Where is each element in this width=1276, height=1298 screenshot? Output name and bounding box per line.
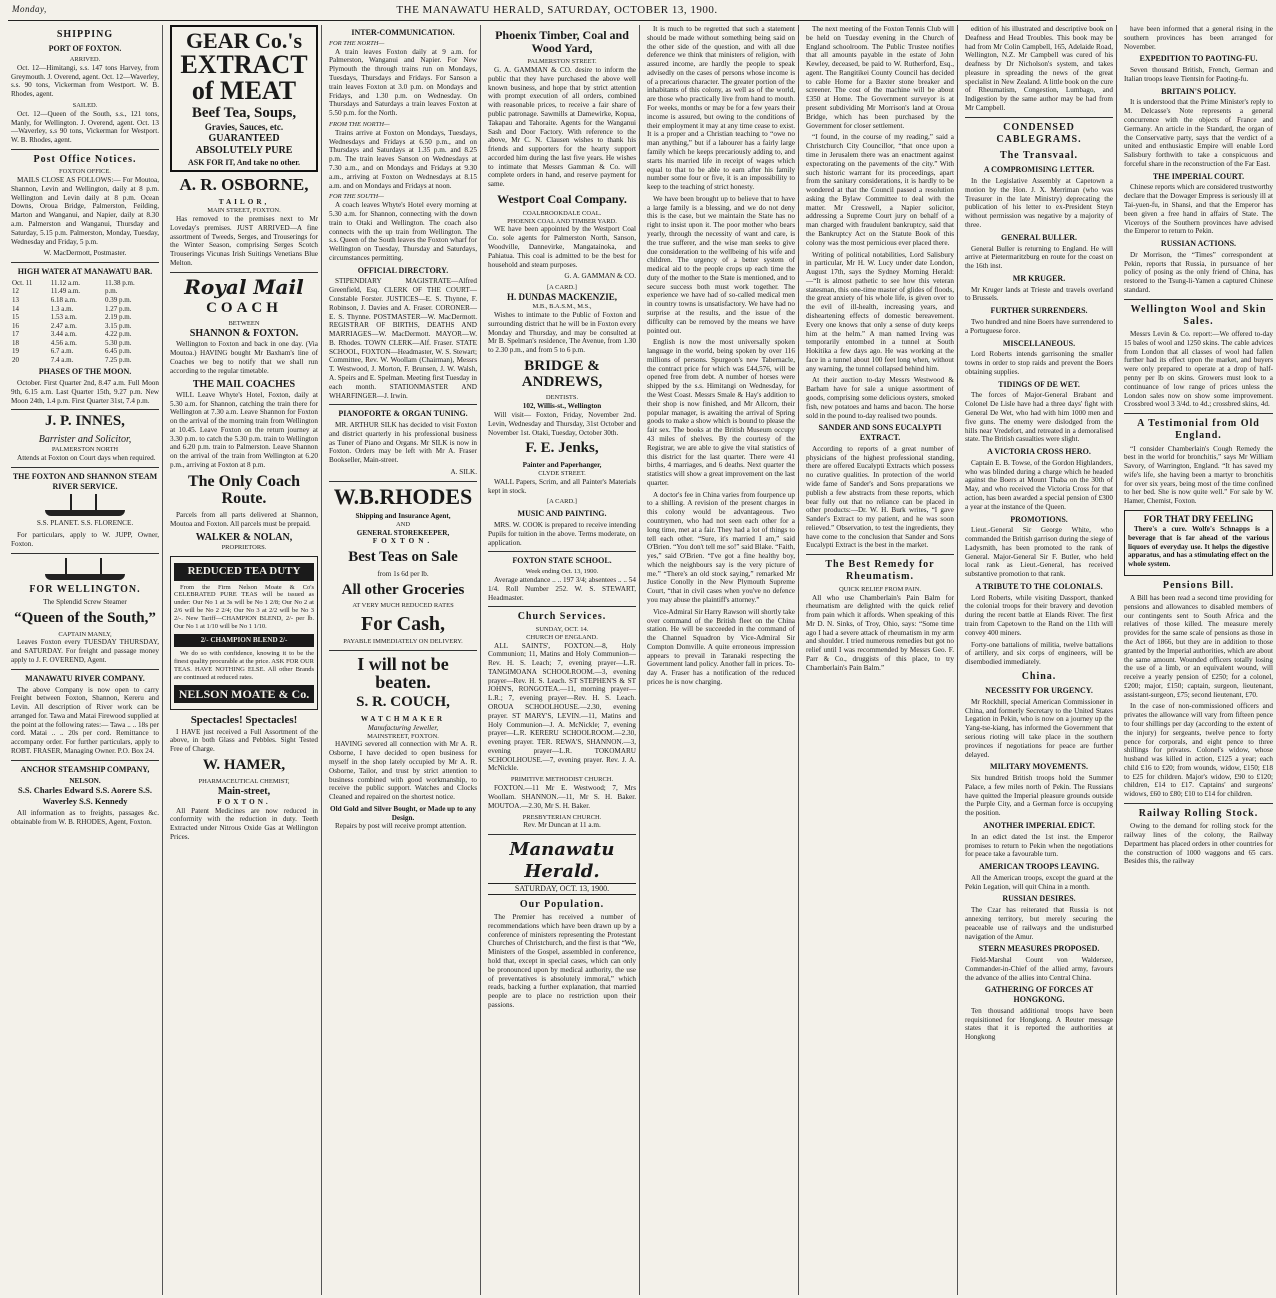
urgency-heading: NECESSITY FOR URGENCY. [985,686,1093,696]
gear-ask: ASK FOR IT, And take no other. [187,157,301,167]
vc-text: Captain E. B. Towse, of the Gordon Highlanders, who was blinded during a charge which he headed against the Boers at Mount Thaba on the 30th of May, and who received the Victoria Cross for that action, has been awarded a special pension of £300 a year at the instance of the Queen. [965,458,1113,511]
masthead [8,4,1106,21]
russian-text: The Czar has reiterated that Russia is not annexing territory, but merely securing the peaceable use of railways and the undisturbed navigation of the Amur. [965,906,1113,941]
bridge-heading: BRIDGE & ANDREWS, [521,357,603,390]
westport-heading: Westport Coal Company. [497,192,627,207]
wool-text: Messrs Levin & Co. report:—We offered to-day 15 bales of wool and 1250 skins. The cable advices from London that all classes of wool had fallen further had its effect upon the market, and buyers were only prepared to operate at a drop of half-penny per lb on skins. Growers must look to a continuance of low range of prices unless the London sales now on show some improvement. Crossbred wool 3 3/4d. to 4d.; crossbred skins, 4d. [1124,330,1273,409]
jenks-name: F. E. Jenks, [525,440,599,457]
proprietors: PROPRIETORS. [221,544,267,552]
gear-extract-ad [170,25,318,172]
newspaper-title: THE MANAWATU HERALD, SATURDAY, OCTOBER 13, 1900. [396,4,718,16]
tide-cell: p.m. [105,287,118,296]
american-text: All the American troops, except the guard at the Pekin Legation, will quit China in a month. [965,873,1113,891]
presbyterian-text: Rev. Mr Duncan at 11 a.m. [523,821,601,830]
tide-cell: 11.38 p.m. [105,278,135,287]
shannon-text: Wellington to Foxton and back in one day. (Via Moutoa.) HAVING bought Mr Baxham's line of Coaches we beg to notify that we shall run according to the regular timetable. [170,340,318,375]
tide-cell: 5.30 p.m. [105,338,132,347]
divider [1124,413,1273,414]
tide-cell: 14 [12,304,19,313]
official-text: STIPENDIARY MAGISTRATE—Alfred Greenfield, Esq. CLERK OF THE COURT—Constable Forster. JUSTICES—E. S. Thynne, F. Robinson, J. Davies and A. Fraser. CORONER—E. S. Thynne. POSTMASTER—W. MacDermott. REGISTRAR OF BIRTHS, DEATHS AND MARRIAGES—W. MacDermott. MAYOR—W. B. Rhodes. TOWN CLERK—Alf. Fraser. STATE SCHOOL, FOXTON—Headmaster, W. S. Stewart; Committee, Rev. W. Woollam (Chairman), Messrs T. Westwood, J. Morton, F. Brunsen, J. W. Walsh, A. Speirs and E. Spelman. Meeting first Tuesday in each month. STATIONMASTER AND WHARFINGER—J. Irwin. [329,277,477,400]
divider [11,760,159,761]
tide-row [11,347,159,356]
teas-price: from 1s 6d per lb. [377,569,429,578]
sander-heading: SANDER AND SONS EUCALYPTI EXTRACT. [818,423,942,443]
military-heading: MILITARY MOVEMENTS. [990,762,1088,772]
church-heading: Church Services. [517,611,607,623]
tide-cell: 6.18 a.m. [50,295,77,304]
column-3 [326,25,481,1295]
surrenders-text: Two hundred and nine Boers have surrendered to a Portuguese force. [965,317,1113,335]
herald-date: SATURDAY, OCT. 13, 1900. [488,883,636,895]
shannon-foxton: SHANNON & FOXTON. [189,328,299,340]
not-beaten: I will not be beaten. [357,654,449,693]
queen-of-south: “Queen of the South,” [14,609,156,626]
tide-row [11,313,159,322]
arrived-label: ARRIVED. [69,55,101,63]
anchor-ships: S.S. Charles Edward S.S. Aorere S.S. Waverley S.S. Kennedy [17,785,153,806]
railway-text: Owing to the demand for rolling stock for the railway lines of the colony, the Railway Department has placed orders in other countries for the construction of 1000 waggons and 65 cars. Besides this, the railway [1124,822,1273,866]
divider [11,262,159,263]
article-text: have been informed that a general rising in the southern provinces has been arranged for November. [1124,25,1273,51]
nelson-moate-logo: NELSON MOATE & Co. [174,685,314,704]
card-label: [A CARD.] [547,284,577,292]
tide-heading: HIGH WATER AT MANAWATU BAR. [17,267,153,277]
testimonial-text: “I consider Chamberlain's Cough Remedy the best in the world for bronchitis,” says Mr William Savory, of Warrington, England. “It has saved my wife's life, she having been a martyr to bronchitis for over six years, being most of the time confined to her bed. She is now quite well.” For sale by W. Hamer, Chemist, Foxton. [1124,444,1273,506]
forty-text: Forty-one battalions of militia, twelve battalions of artillery, and six corps of engineers, will be disembodied immediately. [965,640,1113,667]
article-text: English is now the most universally spoken language in the world, being spoken by over 116 millions of persons. Spurgeon's new Tabernacle, the contract price for which was £44,576, will be opened free from debt. A number of horses were shipped by the s.s. Himitangi on Wednesday, for the West Coast. Messrs Smale & Hay's addition to their shop is now finished, and Mr Allcorn, their popular manager, is awaiting the arrival of Spring goods to make a show which is bound to please the fair sex. The books at the British Museum occupy 43 miles of shelves. By the courtesy of the Registrar, we are able to give the vital statistics of this district for the last quarter. There were 41 births, 4 marriages, and 6 deaths. Next quarter the statistics will show a great improvement on the last quarter. [647,338,795,487]
reduced-tea: REDUCED TEA DUTY [174,563,314,580]
article-text: The next meeting of the Foxton Tennis Club will be held on Tuesday evening in the Church of England schoolroom. The Public Trustee notifies that all amounts payable in the estate of John Kewley, deceased, be paid to W. Rutherford, Esq., agent. The Rangitikei County Council has decided to cable Home for a Baxter stone breaker and screener. The cost of the machine will be about £350 at Home. The Government surveyor is at present subdividing Mr Morrison's land at Oroua Bridge, which has been purchased by the Government for closer settlement. [806,25,954,130]
hamer-name: W. HAMER, [202,756,286,773]
manufacturing: Manufacturing Jeweller, [367,723,439,732]
post-office-sub: FOXTON OFFICE. [59,168,111,176]
innes-title: Barrister and Solicitor, [38,434,132,446]
steam-heading: THE FOXTON AND SHANNON STEAM RIVER SERVICE. [12,471,158,491]
anchor-heading: ANCHOR STEAMSHIP COMPANY, [20,764,150,774]
tide-cell: 6.45 p.m. [105,347,132,356]
tide-cell: 16 [12,321,19,330]
school-week: Week ending Oct. 13, 1900. [525,568,599,576]
tide-cell: 4.22 p.m. [105,330,132,339]
walker-nolan: WALKER & NOLAN, [195,531,293,543]
remedy-text: All who use Chamberlain's Pain Balm for rheumatism are delighted with the quick relief from pain which it affords. When speaking of this Mr D. N. Sinks, of Troy, Ohio, says: “Some time ago I had a severe attack of rheumatism in my arm and shoulder. I tried numerous remedies but got no relief until I was recommended by Messrs Geo. F. Parr & Co., druggists of this place, to try Chamberlain's Pain Balm.” [806,593,954,672]
south-text: A coach leaves Whyte's Hotel every morning at 5.30 a.m. for Shannon, connecting with the down train to Otaki and Wellington. The coach also connects with the up train from Wellington. The s.s. Queen of the South leaves the Foxton wharf for Wellington on Tuesday, Thursday and Saturdays, circumstances permitting. [329,201,477,262]
bridge-address: 102, Willis-st., Wellington [522,402,602,411]
sailed-text: Oct. 12—Queen of the South, s.s., 121 tons, Manly, for Wellington. J. Overend, agent. Oct. 13—Waverley, s.s 90 tons, Vickerman for Westport. W. B. Rhodes, agent. [11,109,159,145]
moon-text: October. First Quarter 2nd, 8.47 a.m. Full Moon 9th, 6.15 a.m. Last Quarter 15th, 9.27 p.m. New Moon 24th, 1.4 p.m. First Quarter 31st, 7.4 p.m. [11,378,159,405]
divider [806,554,954,555]
testimonial-heading: A Testimonial from Old England. [1137,418,1260,442]
tide-cell: 11.49 a.m. [50,287,81,296]
tide-row [11,322,159,331]
all-other: All other Groceries [341,581,465,598]
gear-product: EXTRACT of MEAT [180,50,308,105]
divider [11,149,159,150]
innes-text: Attends at Foxton on Court days when required. [17,454,156,463]
remedy-sub: QUICK RELIEF FROM PAIN. [838,585,922,593]
russian-actions-text: Dr Morrison, the “Times” correspondent at Pekin, reports that Russia, in pursuance of her policy of posing as the only friend of China, has restored to the Tsung-li-Yamen a captured Chinese standard. [1124,250,1273,294]
military-text: Six hundred British troops hold the Summer Palace, a few miles north of Pekin. The Russians have quitted the Imperial pleasure grounds outside the Purple City, and a German force is occupying the position. [965,774,1113,818]
tide-cell: 17 [12,330,19,339]
divider [11,553,159,554]
mails-text: MAILS CLOSE AS FOLLOWS:— For Moutoa, Shannon, Levin and Wellington, daily at 8 p.m. Wellington and Levin daily at 8 p.m. Ocean Downs, Oroua Bridge, Palmerston, Feilding, Marton and Wanganui, and Napier, daily at 8.30 a.m. Palmerston and Wanganui, Thursday and Saturday, 5.15 p.m. Palmerston, Monday, Tuesday, Wednesday and Friday, 5 p.m. [11,176,159,246]
arrived-text: Oct. 12—Himitangi, s.s. 147 tons Harvey, from Greymouth. J. Overend, agent. Oct. 12—Waverley, s.s. 90 tons, Vickerman from Westport. W. B. Rhodes, agent. [11,63,159,99]
transvaal-heading: The Transvaal. [999,150,1079,162]
article-text: We have been brought up to believe that to have a large family is a blessing, and we do not deny this is the case, but we maintain the State has no right to insist upon it. The poor mother who bears yearly, through the necessity of want and care, is the true sufferer, and the wise man seeks to give due consideration to the wellbeing of his wife and children. The urgency of a better system of medical aid to the people crops up each time the duty of the mother to the State is mentioned, and to secure success both must work together. The experience we have had of so-called medical men in country towns is unsatisfactory. We have had no surprise at the results, and the issue of the difficulty can be removed by the means we have pointed out. [647,194,795,335]
church-text: ALL SAINTS', FOXTON.—8, Holy Communion; 11, Matins and Holy Communion—Rev. H. S. Leach; 7, evening prayer—L.R. TANGIMOANA SCHOOLROOM.—3, evening prayer—Rev. H. S. Leach. ST STEPHEN'S & ST JOHN'S, RONGOTEA.—11, morning prayer—L.R.; 7, evening prayer—Rev. H. S. Leach. OROUA SCHOOLHOUSE.—2.30, evening prayer. ST MARY'S, LEVIN.—11, Matins and Holy Communion—J. A. McNickle; 7, evening prayer—L.R. KERERU SCHOOLROOM.—2.30, evening prayer. TER. REWA'S, SHANNON.—3, evening prayer—L.R. TOKOMARU SCHOOLHOUSE.—7, evening prayer. Rev. J. A. McNickle. [488,641,636,773]
phoenix-heading: Phoenix Timber, Coal and Wood Yard, [495,28,629,55]
queen-text: Leaves Foxton every TUESDAY THURSDAY, and SATURDAY. For freight and passage money apply to J. F. OVEREND, Agent. [11,638,159,665]
sander-text: According to reports of a great number of physicians of the highest professional standing, there are offered Eucalypti Extracts which possess no curative qualities. In protection of the world wide fame of Sander's and Sons preparations we publish a few abstracts from these reports, which bear fully out that no reliance can be placed in other products:—Dr. W. H. Burk writes, “I gave Sander's Extract to my patient, and he was soon relieved.” Observation, to test the ingredients, they have come to the conclusion that Sander and Sons Eucalypti Extract is the best in the market. [806,444,954,550]
watchmaker: WATCHMAKER [360,714,446,723]
china-heading: China. [1021,670,1057,682]
divider [1124,299,1273,300]
article-text: It is much to be regretted that such a statement should be made without something being said on the other side of the question, and with all due deference we think that ministers of religion, with assured income, are hardly the people to speak advisedly on the cases of persons whose income is of a precarious character. The greater portion of the inhabitants of this colony, as well as of the world, are those who practically live from hand to mouth. For weeks, months or may be for a few years their income is assured, but owing to the conditions of their employment it may at any time cease to exist. It is a proper and a Christian teaching to “owe no man anything,” but if a labourer has a fairly large family which he keeps precariously adding to, and starts his married life in receipt of wages which equal to that to be able to earn after his family number some four or five, it is an impossibility to keep to the teaching of strict honesty. [647,25,795,192]
silk-signature: A. SILK. [450,468,477,477]
gear-gravies: Gravies, Sauces, etc. [204,122,284,133]
article-text: Writing of political notabilities, Lord Salisbury in particular, Mr H. W. Lucy under date London, August 17th, says the Sydney Morning Herald:—“It is almost pathetic to see how this veteran statesman, this one-time master of glides of floods, the great anxiety of his whole life, is given over to the evil of ill-health, increasing years, and disheartening effects of domestic bereavement. Every one knows that only a sense of duty keeps him at the helm.” A man named Irving was temporarily entombed in a tunnel at South Hokitika a few days ago. He was working at the face in a tunnel about 100 feet long when, without any warning, the tunnel collapsed behind him. [806,250,954,373]
jenks-street: CLYDE STREET. [538,469,586,477]
population-text: The Premier has received a number of recommendations which have been drawn up by a conference of ministers representing the Protestant Churches of Christchurch, and the first is that “We, Ministers of the Gospel, assembled in conference, hold that, except in special cases, which can only be pronounced upon by medical authority, the use of preventatives is absolutely immoral,” which reads, backing a further explanation, that married people are to place no restriction upon their passions. [488,913,636,1009]
american-heading: AMERICAN TROOPS LEAVING. [979,862,1099,872]
music-heading: MUSIC AND PAINTING. [517,509,607,519]
royal-mail: Royal Mail [184,274,304,299]
dewet-heading: TIDINGS OF DE WET. [998,379,1080,389]
westport-text: WE have been appointed by the Westport Coal Co. sole agents for Palmerston North, Sanson, Woodville, Dannevirke, Mangatainoka, and Pahiatua. This coal is admitted to be the best for household and steam purposes. [488,225,636,269]
jenks-text: WALL Papers, Scrim, and all Painter's Materials kept in stock. [488,477,636,495]
gear-brand: GEAR Co.'s [185,28,303,53]
between-label: BETWEEN [228,320,260,328]
divider [329,650,477,651]
compromise-heading: A COMPROMISING LETTER. [983,165,1095,175]
tide-row [11,305,159,314]
misc-heading: MISCELLANEOUS. [1002,338,1076,348]
from-north: FROM THE NORTH— [329,120,390,128]
population-heading: Our Population. [519,898,605,910]
column-6 [803,25,958,1295]
tide-cell: 1.27 p.m. [105,304,132,313]
page-label: Monday, [12,4,47,14]
stern-text: Field-Marshal Count von Waldersee, Commander-in-Chief of the allied army, favours the advance of the allies into Central China. [965,956,1113,982]
tribute-text: Lord Roberts, while visiting Dassport, thanked the colonial troops for their bravery and devotion during the recent battle at Elands River. The first train from Capetown to the Rand on the 11th will convey 400 miners. [965,593,1113,637]
only-coach: The Only Coach Route. [187,472,300,507]
edict-heading: ANOTHER IMPERIAL EDICT. [983,821,1095,830]
article-text: edition of his illustrated and descriptive book on Deafness and Head Troubles. This book may be had from Mr Colin Campbell, 165, Adelaide Road, Wellington, N.Z. Mr Campbell was cured of his deafness by Dr Nicholson's system, and takes pleasure in spreading the news of the great specialist in New Zealand. A little book on the cure of Rheumatism, Congestion, Lumbago, and Indigestion by the same author may be had from Mr Campbell. [965,25,1113,113]
tide-cell: 11.12 a.m. [50,278,81,287]
church-date: SUNDAY, OCT. 14. [535,625,589,633]
imperial-heading: THE IMPERIAL COURT. [1152,171,1245,181]
best-teas: Best Teas on Sale [348,549,458,566]
dundas-text: Wishes to intimate to the Public of Foxton and surrounding district that he will be in Foxton every Monday and Thursday, and may be consulted at Mr B. Spelman's residence, The Avenue, from 1.30 to 2.30 p.m., and from 5 to 6 p.m. [488,310,636,355]
innes-place: PALMERSTON NORTH [51,446,119,454]
jenks-trade: Painter and Paperhanger, [522,461,602,470]
payable: PAYABLE IMMEDIATELY ON DELIVERY. [343,638,463,646]
hamer-text: All Patent Medicines are now reduced in conformity with the reduction in duty. Teeth Extracted under Nitrous Oxide Gas at Wellington Prices. [170,806,318,841]
compromise-text: In the Legislative Assembly at Capetown a motion by the Hon. J. X. Merriman (who was Treasurer in the late Ministry) deprecating the publication of his letter to ex-President Steyn without permission was negative by a majority of three. [965,177,1113,230]
coalbrook: COALBROOKDALE COAL. [522,209,602,217]
tide-row [11,296,159,305]
inter-heading: INTER-COMMUNICATION. [351,28,455,37]
article-text: At their auction to-day Messrs Westwood & Barham have for sale a unique assortment of goods, comprising some delicious oysters, smoked fish, new potatoes and hams and bacon. The horse sold in the pound to-day realised two pounds. [806,376,954,420]
tide-row [11,279,159,288]
church-england: CHURCH OF ENGLAND. [526,633,598,641]
rhodes-general: GENERAL STOREKEEPER, [356,528,450,537]
dewet-text: The forces of Major-General Brabant and Colonel De Lisle have had a three days' fight with General De Wet, who had with him 1000 men and five guns. The enemy were dislodged from the hills near Vredefort, and retreated in a demoralised state. The British casualties were slight. [965,391,1113,444]
dundas-degrees: M.B., B.A.S.M., M.S., [532,303,592,311]
pensions-text: A Bill has been read a second time providing for pensions and allowances to disabled members of our contingents sent to South Africa and the relatives of those killed. The measure merely provides for the same scale of pensions as those in the Act of 1866, but they are in addition to those granted by the Imperial authorities, which are about the same amount. Wounded officers totally losing the use of a limb, or an equivalent wound, will receive a yearly pension of £250; for a colonel, £200; major, £150; captain, surgeon, lieutenant, assistant-surgeon, £75; second lieutenant, £70. [1124,594,1273,699]
britain-heading: BRITAIN'S POLICY. [1161,86,1236,96]
tide-cell: 19 [12,347,19,356]
methodist-heading: PRIMITIVE METHODIST CHURCH. [510,776,614,784]
north-text: A train leaves Foxton daily at 9 a.m. for Palmerston, Wanganui and Napier. For New Plymouth the through trains run on Mondays, Tuesdays, Thursdays and Fridays. For Sanson a train leaves Foxton at 3.0 p.m. on Mondays and Fridays, and 1.30 p.m. on Wednesday. On Thursdays and Saturdays a train leaves Foxton at 5.50 p.m. for the North. [329,47,477,118]
rhodes-sub: Shipping and Insurance Agent, [355,511,451,520]
school-text: Average attendance .. .. 197 3/4; absentees .. .. 54 1/4. Roll Number 252. W. S. STEWART, Headmaster. [488,576,636,602]
tea-ad [170,556,318,710]
herald-title: Manawatu Herald. [509,839,615,883]
promotions-heading: PROMOTIONS. [1010,514,1068,524]
presbyterian-heading: PRESBYTERIAN CHURCH. [522,813,602,821]
article-text: A doctor's fee in China varies from fourpence up to a shilling. A revision of the present charges in this colony would be advantageous. Two countrymen, who had not seen each other for a long time, met at a fair. They had a lot of things to tell each other. “Sure, it's married I am,” said O'Brien. “You don't tell me so!” said Blake. “Faith, yes,” said O'Brien. “I've got a fine healthy boy, which the neighbours say is the very picture of me.” “There's an old stock saying,” remarked Mr Justice Conolly in the New Plymouth Supreme Court, “that in civil cases when you've no defence you may abuse the plaintiff's attorney.” [647,490,795,604]
gamman: G. A. GAMMAN & CO. [564,272,636,281]
surrenders-heading: FURTHER SURRENDERS. [990,306,1088,316]
for-north: FOR THE NORTH— [329,39,385,47]
moon-heading: PHASES OF THE MOON. [38,367,132,377]
misc-text: Lord Roberts intends garrisoning the smaller towns in order to stop raids and prevent the Boers obtaining supplies. [965,350,1113,376]
expedition-heading: EXPEDITION TO PAOTING-FU. [1139,54,1258,64]
gear-uses: Beef Tea, Soups, [191,105,297,121]
tide-table [11,279,159,364]
tide-cell: 15 [12,313,19,322]
russian-actions-heading: RUSSIAN ACTIONS. [1160,239,1237,249]
schnapps-ad [1124,510,1273,576]
methodist-text: FOXTON.—11 Mr E. Westwood; 7, Mrs Woollam. SHANNON.—11, Mr S. H. Baker. MOUTOA.—2.30, Mr S. H. Baker. [488,784,636,810]
tide-cell: 2.47 a.m. [50,321,77,330]
divider [11,467,159,468]
dundas-name: H. DUNDAS MACKENZIE, [506,292,617,303]
anchor-nelson: NELSON. [69,776,101,785]
promotions-text: Lieut.-General Sir George White, who commanded the British garrison during the siege of Ladysmith, has been promoted to the rank of General. Major-General Sir F. Butler, who held local rank as Lieut.-General, has received substantive promotion to that rank. [965,526,1113,579]
tide-row [11,356,159,365]
reduced-rates: AT VERY MUCH REDUCED RATES [352,602,454,610]
column-5 [644,25,799,1295]
steam-text: For particulars, apply to W. JUPP, Owner, Foxton. [11,531,159,549]
sailed-label: SAILED. [72,101,98,109]
columns [8,25,1273,1295]
rhodes-foxton: FOXTON. [372,537,434,546]
splendid-label: The Splendid Screw Steamer [43,598,127,606]
coach-label: COACH [206,299,282,316]
edict-text: In an edict dated the 1st inst. the Emperor promises to return to Pekin when the negotiations for peace take a favourable turn. [965,832,1113,859]
vc-heading: A VICTORIA CROSS HERO. [987,447,1091,457]
tide-cell: 3.15 p.m. [105,321,132,330]
manawatu-heading: MANAWATU RIVER COMPANY. [25,673,145,683]
shipping-heading: SHIPPING [56,29,114,40]
couch-name: S. R. COUCH, [356,694,450,711]
article-text: “I found, in the course of my reading,” said a Christchurch City Councillor, “that once upon a time in Jerusalem there was an enactment against expectorating on the pavements of the city.” With such historic warrant for its proceedings, apart from the sanitary considerations, it is hardly to be wondered at that the Council passed a resolution asking the Bylaw Committee to deal with the matter. Mr Cresswell, a Napier solicitor, addressing a Supreme Court jury on behalf of a man charged with fraudulent bankruptcy, said that the Bankruptcy Act on the Statute Book of this colony was the most pernicious ever placed there. [806,133,954,247]
osborne-trade: TAILOR, [218,198,270,207]
gathering-heading: GATHERING OF FORCES AT HONGKONG. [984,985,1094,1005]
steamship-icon [40,494,130,516]
old-gold: Old Gold and Silver Bought, or Made up to any Design. [330,804,476,822]
rhodes-name: W.B.RHODES [333,483,473,509]
stern-heading: STERN MEASURES PROPOSED. [978,944,1100,954]
captain: CAPTAIN MANLY, [58,630,112,638]
railway-heading: Railway Rolling Stock. [1138,808,1259,820]
piano-heading: PIANOFORTE & ORGAN TUNING. [338,409,468,419]
remedy-heading: The Best Remedy for Rheumatism. [825,559,935,583]
wellington-heading: FOR WELLINGTON. [29,583,141,595]
divider [170,272,318,273]
divider [11,409,159,410]
piano-text: MR. ARTHUR SILK has decided to visit Foxton and district quarterly in his professional business as Tuner of Piano and Organs. Mr SILK is now in Foxton. Orders may be left with Mr A. Fraser Bookseller, Main-street. [329,421,477,465]
post-office-heading: Post Office Notices. [33,154,137,166]
card-label-2: [A CARD.] [547,498,577,506]
divider [329,404,477,405]
expedition-text: Seven thousand British, French, German and Italian troops leave Tientsin for Paoting-fu. [1124,66,1273,83]
tide-cell: 20 [12,355,19,364]
divider [488,606,636,607]
tide-cell: 18 [12,338,19,347]
tribute-heading: A TRIBUTE TO THE COLONIALS. [975,581,1103,591]
steam-boats: S.S. PLANET. S.S. FLORENCE. [36,519,134,528]
only-text: Parcels from all parts delivered at Shannon, Moutoa and Foxton. All parcels must be prepaid. [170,511,318,529]
spectacles-heading: Spectacles! Spectacles! [190,714,298,727]
column-1 [8,25,163,1295]
tide-cell: 3.44 a.m. [50,330,77,339]
tide-cell: 7.4 a.m. [50,355,74,364]
pensions-text-2: In the case of non-commissioned officers and privates the allowance will vary from fifteen pence to four shillings per day (according to the extent of the injury) for sergeants, twelve pence to forty pence for corporals, and eight pence to three shillings for privates. Colonel's widow, whose husband was killed in action, £125 a year; each child £16 to £20; from wounds, widow, £150; £18 to £25 for children. Major's widow, £90 to £120; children, £14 to £17. Captains' and surgeons' widows, £60 to £80; £10 to £14 for children. [1124,702,1273,799]
gear-guarantee: GUARANTEED ABSOLUTELY PURE [195,133,293,157]
mail-text: WILL Leave Whyte's Hotel, Foxton, daily at 5.30 a.m. for Shannon, catching the train there for Wellington at 7.30 a.m. Leave Shannon for Foxton on the arrival of the morning train from Wellington at 10.45. Leave Foxton on the return journey at 3.30 p.m. to catch the 5.30 p.m. train to Wellington and 6.20 p.m. train to Palmerston. Leave Shannon on the arrival of the train from Wellington at 6.20 p.m., arriving at Foxton at 8 p.m. [170,390,318,470]
divider [329,481,477,482]
divider [488,551,636,552]
from-north-text: Trains arrive at Foxton on Mondays, Tuesdays, Wednesdays and Fridays at 6.50 p.m., and on Thursdays and Saturdays at 1.35 p.m. and 8.25 p.m. The train leaves Sanson on Wednesdays at 7.30 a.m., and on Mondays and Fridays at 9.30 a.m., arriving at Foxton on Wednesdays at 8.15 a.m. and on Mondays and Fridays at noon. [329,128,477,190]
anchor-text: All information as to freights, passages &c. obtainable from W. B. RHODES, Agent, Foxton. [11,809,159,826]
bridge-text: Will visit— Foxton, Friday, November 2nd. Levin, Wednesday and Thursday, 31st October and November 1st. Otaki, Tuesday, October 30th. [488,411,636,437]
tide-row [11,287,159,296]
spectacles-text: I HAVE just received a Full Assortment of the above, in both Glass and Pebbles. Sight Tested Free of Charge. [170,727,318,754]
innes-name: J. P. INNES, [45,413,125,430]
phoenix-text: G. A. GAMMAN & CO. desire to inform the public that they have purchased the above well known business, and hope that by strict attention with prompt execution of all orders, combined with reasonable prices, to receive a fair share of public patronage. Sawmills at Damewirke, Kopua, Takapau and Tahoraite. Agents for the Wanganui Sash and Door Factory. With reference to the above, Mr C. N. Clausen wishes to thank his friends and supporters for the hearty support accorded him during the last five years. He wishes to intimate that Messrs Gamman & Co. will complete orders in hand, and reserve payment for same. [488,66,636,189]
divider [488,834,636,835]
tide-cell: 1.53 a.m. [50,313,77,322]
repairs: Repairs by post will receive prompt attention. [335,822,467,831]
divider [965,117,1113,118]
gathering-text: Ten thousand additional troops have been requisitioned for Hongkong. A Reuter message states that it is reported the authorities at Hongkong [965,1006,1113,1042]
postmaster: W. MacDermott, Postmaster. [43,249,127,258]
hamer-title: PHARMACEUTICAL CHEMIST, [198,777,290,785]
tide-cell: 7.25 p.m. [105,355,132,364]
britain-text: It is understood that the Prime Minister's reply to M. Delcasse's Note represents a general concurrence with the objects of France and Germany. An article in the Standard, the organ of the Conservative party, says that the verdict of a united and enthusiastic Empire will enable Lord Salisbury forthwith to take a conspicuous and forceful share in the reconstruction of the Far East. [1124,98,1273,168]
music-text: MRS. W. COOK is prepared to receive intending Pupils for tuition in the above. Terms moderate, on application. [488,521,636,547]
hamer-street: Main-street, [217,785,271,797]
column-4 [485,25,640,1295]
champion-text: We do so with confidence, knowing it to be the finest quality procurable at the price. ASK FOR OUR TEAS. HAVE NOTHING ELSE. All other Brands are continued at reduced rates. [174,649,314,681]
hamer-town: FOXTON. [217,797,271,806]
for-south: FOR THE SOUTH— [329,193,384,201]
tide-row [11,330,159,339]
port-heading: PORT OF FOXTON. [48,44,122,54]
buller-heading: GENERAL BULLER. [1000,232,1078,242]
school-heading: FOXTON STATE SCHOOL. [512,556,612,566]
divider [1124,803,1273,804]
condensed-heading: CONDENSED CABLEGRAMS. [996,121,1082,145]
urgency-text: Mr Rockhill, special American Commissioner in China, and formerly Secretary to the United States Legation in Pekin, who is now on a journey up the Yang-tse-kiang, has informed the Government that serious rioting will take place in the southern provinces if negotiations for peace are further delayed. [965,697,1113,759]
column-8 [1121,25,1276,1295]
kruger-text: Mr Kruger lands at Trieste and travels overland to Brussels. [965,285,1113,303]
dentists: DENTISTS. [545,394,579,402]
champion-blend: 2/- CHAMPION BLEND 2/- [174,634,314,647]
tide-cell: 2.19 p.m. [105,313,132,322]
dry-feeling: FOR THAT DRY FEELING [1143,514,1254,524]
russian-heading: RUSSIAN DESIRES. [1002,894,1076,904]
for-cash: For Cash, [360,613,446,636]
buller-text: General Buller is returning to England. He will arrive at Pietermaritzburg en route for the coast on the 16th inst. [965,244,1113,271]
phoenix-place: PALMERSTON STREET. [527,58,597,66]
pensions-heading: Pensions Bill. [1162,579,1235,591]
osborne-place: MAIN STREET, FOXTON. [207,207,281,215]
osborne-text: Has removed to the premises next to Mr Loveday's premises. JUST ARRIVED—A fine assortment of Tweeds, Serges, and Trouserings for the Winter Season, comprising Serges Scotch Trouserings Vicunas Irish Suitings Venetians Blue Melton. [170,214,318,267]
official-heading: OFFICIAL DIRECTORY. [357,265,449,275]
tide-cell: 1.3 a.m. [50,304,74,313]
tide-cell: 12 [12,287,19,296]
mail-coaches: THE MAIL COACHES [192,378,296,390]
phoenix-coal: PHOENIX COAL AND TIMBER YARD. [507,217,617,225]
rhodes-and: AND [395,520,411,528]
tide-cell: 13 [12,295,19,304]
tide-row [11,339,159,348]
imperial-text: Chinese reports which are considered trustworthy declare that the Dowager Empress is seriously ill at Tai-yuen-fu, in Shansi, and that the Emperor has been given a free hand in affairs of State. The Viceroys of the Southern provinces have advised the Emperor to return to Pekin. [1124,183,1273,236]
article-text: Vice-Admiral Sir Harry Rawson will shortly take over command of the British fleet on the China station. He will be succeeded in the command of the Channel Squadron by Vice-Admiral Sir Compton Domville. A quite erroneous impression appears to prevail in Taranaki respecting the Government land policy. Another fall in prices. To-day A. Fraser has a notification of the reduced prices he is now charging. [647,607,795,687]
manawatu-text: The above Company is now open to carry Freight between Foxton, Shannon, Kereru and Levin. All description of River work can be arranged for. Tawa and Matai Firewood supplied at the point at the following rates:— Tawa .. .. 18s per cord. Matai .. .. 20s per cord. Remittance to accompany order. For further particulars, apply to ROBT. FRASER, Managing Owner. P.O. Box 24. [11,685,159,756]
wool-heading: Wellington Wool and Skin Sales. [1130,303,1267,327]
kruger-heading: MR KRUGER. [1012,273,1066,283]
tea-text: From the Firm Nelson Moate & Co's CELEBRATED PURE TEAS will be issued as under: Our No 1 at 3s will be No 1 2/8; Our No 2 at 2/6 will be No 2 2/4; Our No 3 at 2/2 will be No 3 2/-. New Tariff—CHAMPION BLEND, 2/- per lb. Our No 1 at 1/10 will be No 1 1/10. [174,583,314,631]
tide-cell: 4.56 a.m. [50,338,77,347]
column-2 [167,25,322,1295]
column-7 [962,25,1117,1295]
schnapps-text: There's a cure. Wolfe's Schnapps is a beverage that is far ahead of the various liquors of everyday use. It helps the digestive apparatus, and has a stimulating effect on the whole system. [1128,524,1269,569]
couch-place: MAINSTREET, FOXTON. [367,732,439,740]
tide-cell: 0.39 p.m. [105,295,132,304]
tide-cell: Oct. 11 [12,278,33,287]
couch-text: HAVING severed all connection with Mr A. R. Osborne, I have decided to open business for myself in the shop lately occupied by Mr A. R. Osborne, Tailor, and trust by strict attention to business combined with good workmanship, to receive the public support. Watches and Clocks Cleaned and repaired on the shortest notice. [329,740,477,802]
osborne-name: A. R. OSBORNE, [179,175,309,195]
tide-cell: 6.7 a.m. [50,347,74,356]
divider [11,669,159,670]
steamship-icon [40,558,130,580]
